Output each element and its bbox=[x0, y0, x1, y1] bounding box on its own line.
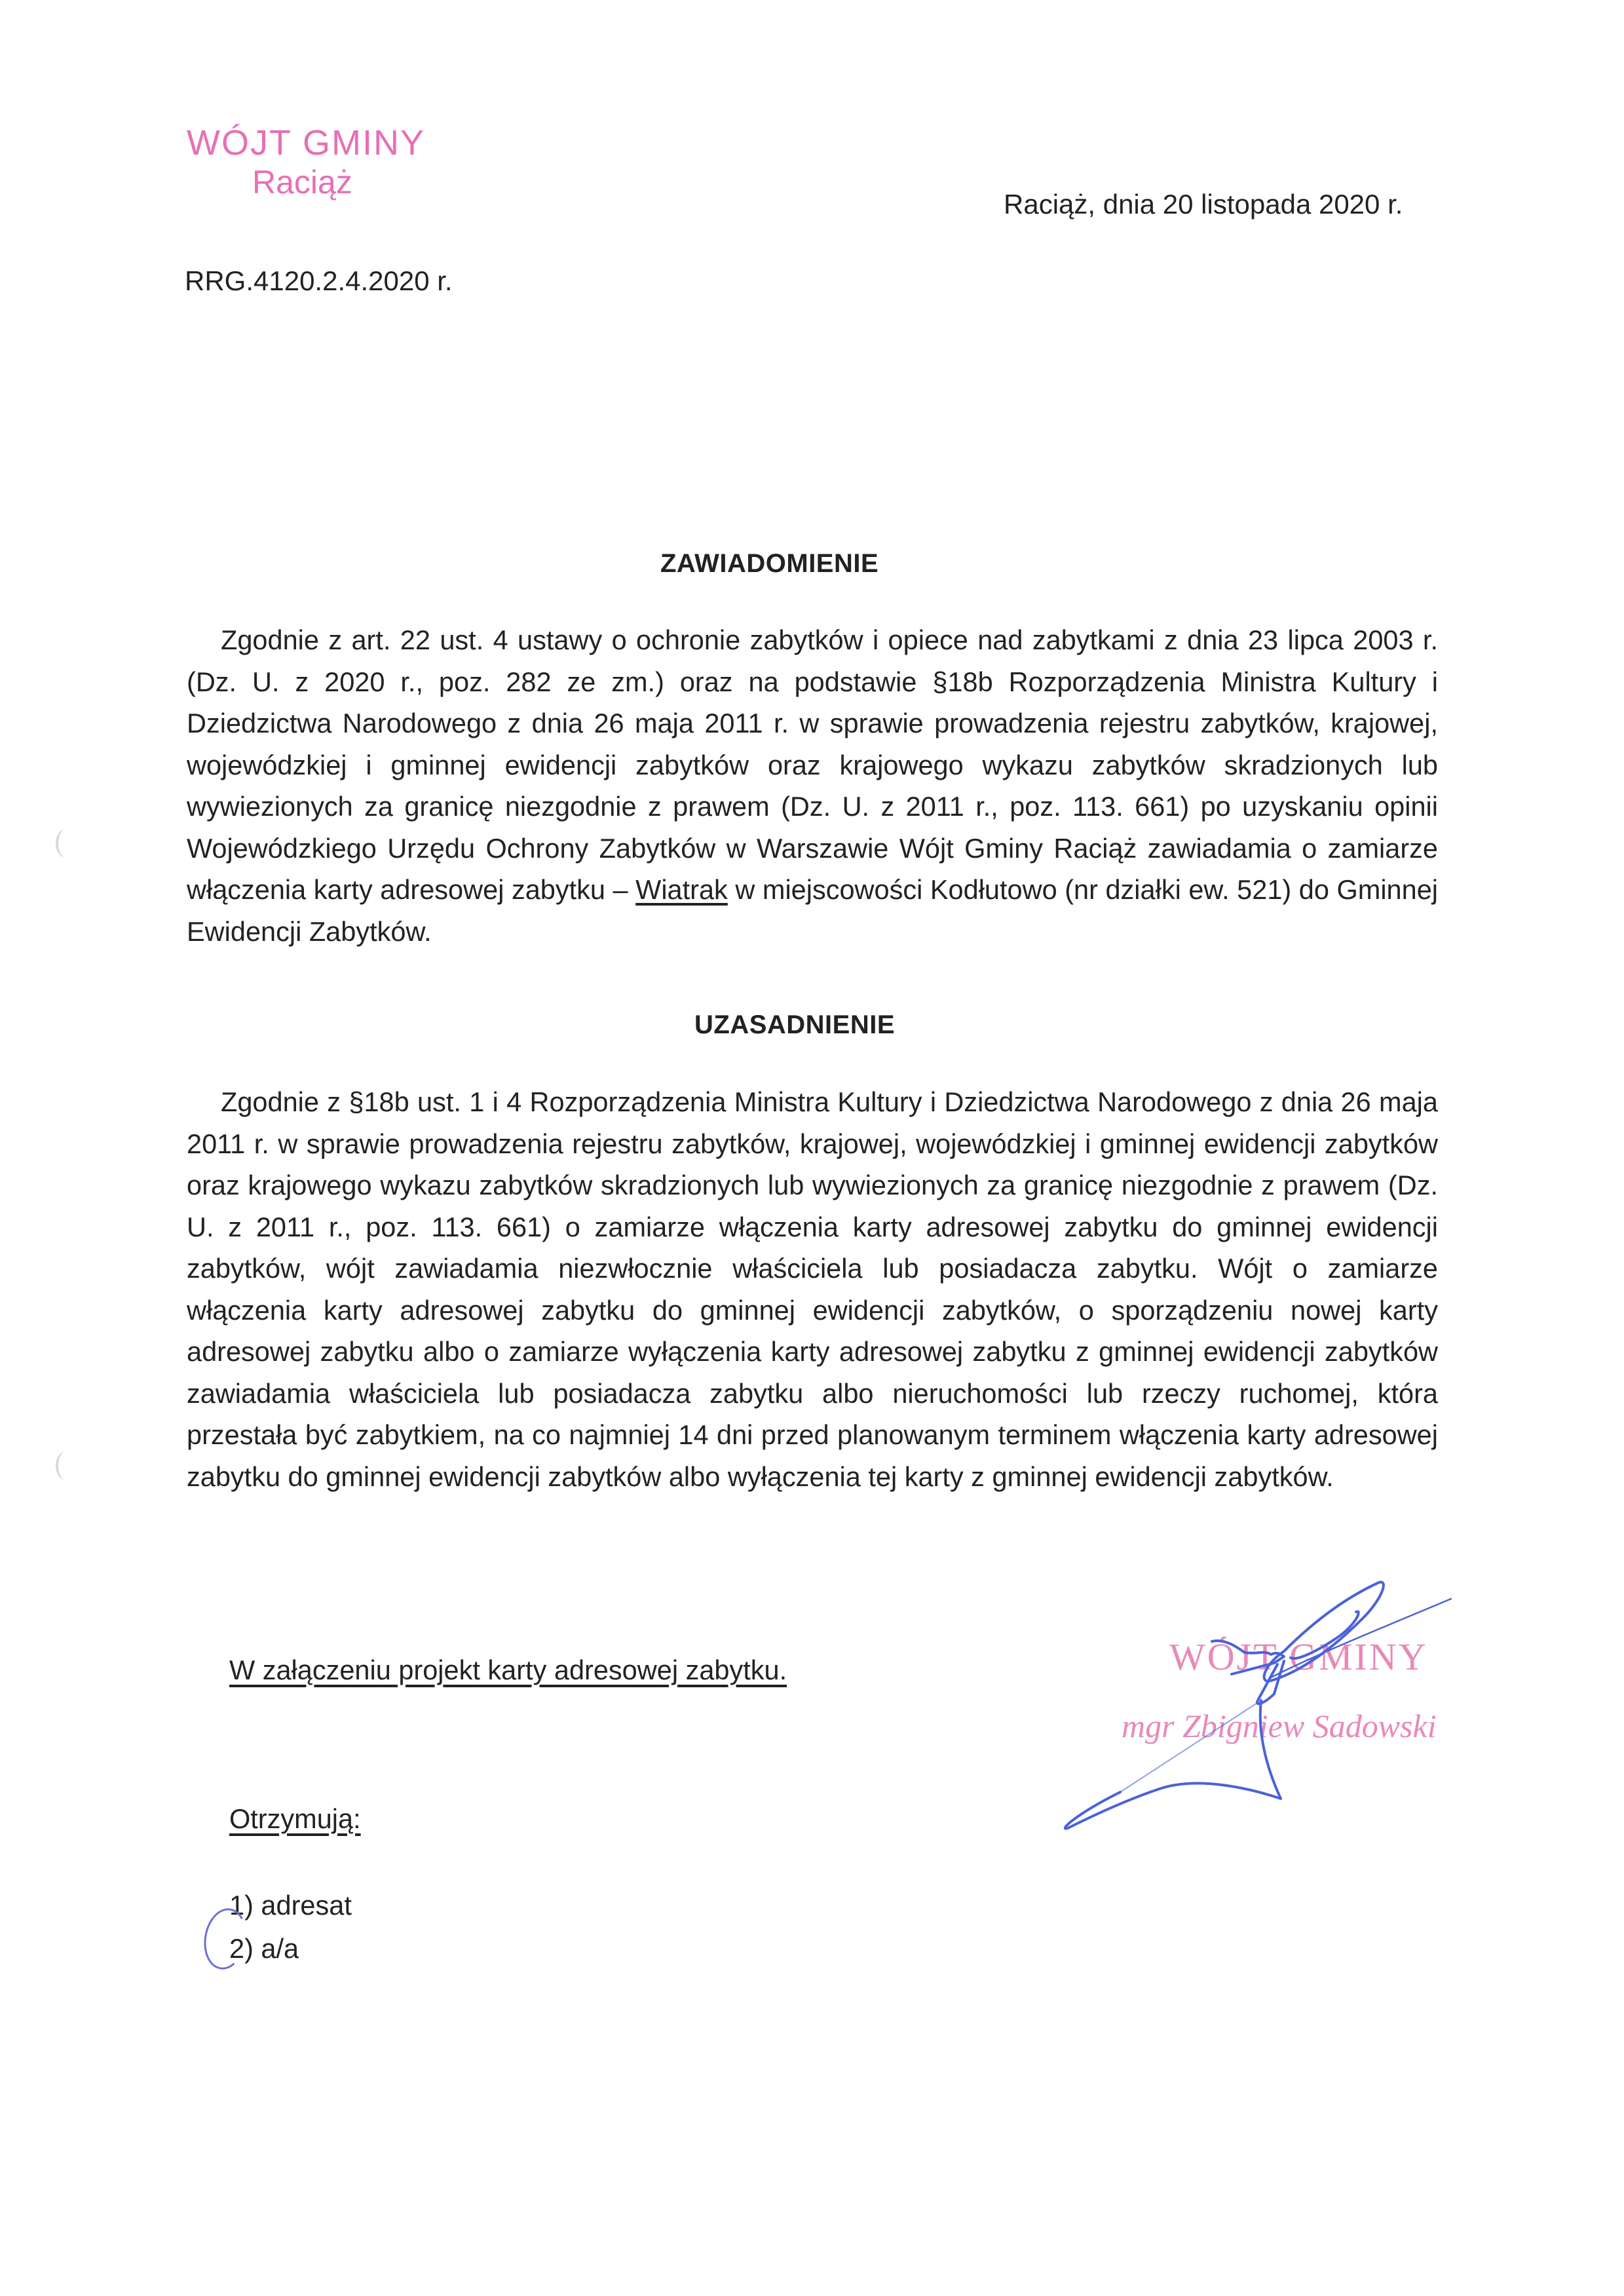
signature-stamp-name: mgr Zbigniew Sadowski bbox=[1122, 1708, 1437, 1744]
notice-paragraph bbox=[187, 619, 1438, 952]
monument-name: Wiatrak bbox=[635, 874, 728, 905]
reference-number: RRG.4120.2.4.2020 r. bbox=[185, 265, 453, 296]
notice-heading: ZAWIADOMIENIE bbox=[660, 549, 879, 578]
signature-stroke bbox=[1120, 1700, 1261, 1792]
office-stamp bbox=[187, 123, 425, 202]
place-and-date: Raciąż, dnia 20 listopada 2020 r. bbox=[1004, 189, 1403, 220]
attachment-note: W załączeniu projekt karty adresowej zabytku. bbox=[229, 1655, 787, 1685]
recipients-label: Otrzymują: bbox=[229, 1803, 361, 1834]
recipient-item: 2) a/a bbox=[229, 1933, 299, 1964]
binder-hole-mark bbox=[56, 1451, 77, 1480]
signature-stroke bbox=[1065, 1700, 1281, 1829]
signature-stamp-title: WÓJT GMINY bbox=[1169, 1636, 1428, 1678]
office-stamp-place: Raciąż bbox=[252, 164, 352, 201]
office-stamp-title: WÓJT GMINY bbox=[187, 123, 425, 163]
justification-text: Zgodnie z §18b ust. 1 i 4 Rozporządzenia Ministra Kultury i Dziedzictwa Narodowego z dnia 26 maja 2011 r. w sprawie prowadzenia rejestru zabytków, krajowej, wojewódzkiej i gminnej ewidencji zabytków oraz krajowego wykazu zabytków skradzionych lub wywiezionych za granicę niezgodnie z prawem (Dz. U. z 2011 r., poz. 113. 661) o zamiarze włączenia karty adresowej zabytku do gminnej ewidencji zabytków, wójt zawiadamia niezwłocznie właściciela lub posiadacza zabytku. Wójt o zamiarze włączenia karty adresowej zabytku do gminnej ewidencji zabytków, o sporządzeniu nowej karty adresowej zabytku albo o zamiarze wyłączenia karty adresowej zabytku z gminnej ewidencji zabytków zawiadamia właściciela lub posiadacza zabytku albo nieruchomości lub rzeczy ruchomej, która przestała być zabytkiem, na co najmniej 14 dni przed planowanym terminem włączenia karty adresowej zabytku do gminnej ewidencji zabytków albo wyłączenia tej karty z gminnej ewidencji zabytków. bbox=[187, 1086, 1438, 1492]
signature-stroke bbox=[1212, 1641, 1284, 1674]
notice-text-end: w miejscowości Kodłutowo (nr działki ew. 521) do Gminnej Ewidencji Zabytków. bbox=[187, 874, 1438, 947]
binder-hole-mark bbox=[56, 829, 77, 858]
justification-paragraph bbox=[187, 1081, 1438, 1497]
notice-text-start: Zgodnie z art. 22 ust. 4 ustawy o ochronie zabytków i opiece nad zabytkami z dnia 23 lipca 2003 r. (Dz. U. z 2020 r., poz. 282 ze zm.) oraz na podstawie §18b Rozporządzenia Ministra Kultury i Dziedzictwa Narodowego z dnia 26 maja 2011 r. w sprawie prowadzenia rejestru zabytków, krajowej, wojewódzkiej i gminnej ewidencji zabytków oraz krajowego wykazu zabytków skradzionych lub wywiezionych za granicę niezgodnie z prawem (Dz. U. z 2011 r., poz. 113. 661) po uzyskaniu opinii Wojewódzkiego Urzędu Ochrony Zabytków w Warszawie Wójt Gminy Raciąż zawiadamia o zamiarze włączenia karty adresowej zabytku – bbox=[187, 624, 1438, 905]
recipient-item: 1) adresat bbox=[229, 1890, 352, 1921]
handwritten-signature bbox=[1048, 1573, 1507, 1835]
justification-heading: UZASADNIENIE bbox=[694, 1010, 896, 1039]
